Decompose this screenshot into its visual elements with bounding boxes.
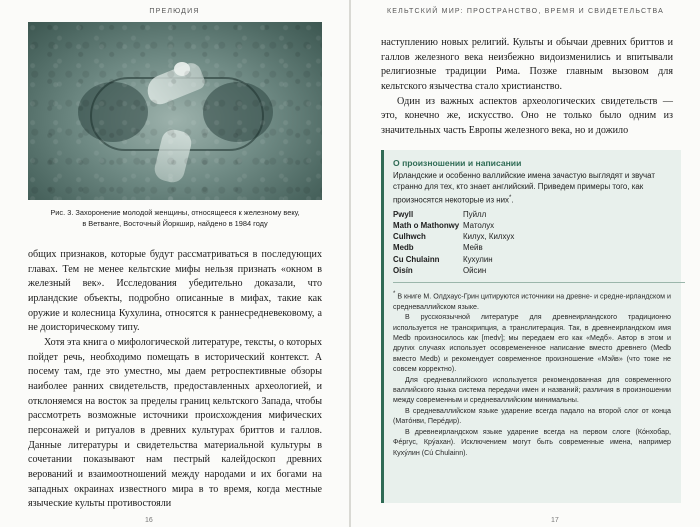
- right-paragraph-2: Один из важных аспектов археологических свидетельств — это, конечно же, искусство. Оно не только было одним из значительных часть Европы железного века, но и дожило: [381, 95, 673, 136]
- footnote-5: В древнеирландском языке ударение всегда на первом слоге (Кóнхобар, Фéргус, Крýахан). Исключением могут быть современные имена, например Кухýлин (Cú Chulainn).: [393, 427, 671, 457]
- name-translit: Ойсин: [463, 265, 487, 275]
- name-translit: Кухулин: [463, 254, 493, 264]
- name-original: Culhwch: [393, 232, 426, 242]
- left-paragraph-2: Хотя эта книга о мифологической литературе, тексты, о которых пойдет речь, необходимо помещать в исторический контекст. А посему там, где это уместно, мы даем ретроспективные обзоры наиболее ранних свидетельств, предоставленных археологией, и отклоняемся на восток за пределы границ кельтского Запада, чтобы рассмотреть возможные источники происхождения мифических персонажей и ритуалов в древних культурах бриттов и галлов. Данные литературы и свидетельства материальной культуры в сочетании показывают нам пестрый калейдоскоп древних верований и взаимоотношений между народами и их богами на западных окраинах известного мира в то время, когда местные языческие культы противостояли: [28, 336, 322, 510]
- burial-photo: [28, 22, 322, 200]
- page-number-right: 17: [551, 517, 559, 524]
- name-original: Medb: [393, 243, 414, 253]
- caption-line-2: в Ветванге, Восточный Йоркшир, найдено в 1984 году: [82, 218, 268, 228]
- sidebar-intro: Ирландские и особенно валлийские имена зачастую выглядят и звучат странно для тех, кто знает английский. Приведем примеры того, как произносятся некоторые из них*.: [393, 171, 656, 205]
- footnote-3: Для средневаллийского используется рекомендованная для современного валлийского языка система передачи имен и названий; различия в произношении между современным и средневаллийским минимальны.: [393, 375, 671, 405]
- caption-line-1: Рис. 3. Захоронение молодой женщины, относящееся к железному веку,: [50, 208, 300, 217]
- sidebar-title: О произношении и написании: [393, 158, 522, 168]
- table-row: [393, 231, 514, 242]
- sidebar-footnotes: [393, 289, 671, 458]
- right-paragraph-1: наступлению новых религий. Культы и обычаи древних бриттов и галлов железного века неизбежно видоизменились и впитывали религиозные традиции Рима. Позже главным вызовом для кельтского язычества стало христианство.: [381, 37, 673, 92]
- figure-caption: [28, 208, 322, 229]
- right-page: [351, 0, 700, 527]
- table-row: [393, 220, 514, 231]
- table-row: [393, 265, 514, 276]
- footnote-2: В русскоязычной литературе для древнеирландского традиционно используется не транскрипция, а транслитерация. Так, в древнеирландском имя Medb произносилось как [medv]; мы передаем его как «Медб». Автор в этом и других случаях использует осовремененное написание вместо древнего (Medb вместо Medb) и рекомендует современное произношение «Мэйв» (что тоже не совсем корректно).: [393, 313, 671, 374]
- left-page: [0, 0, 349, 527]
- name-original: Oisín: [393, 265, 413, 275]
- table-row: [393, 209, 514, 220]
- running-head-right: КЕЛЬТСКИЙ МИР: ПРОСТРАНСТВО, ВРЕМЯ И СВИДЕТЕЛЬСТВА: [387, 8, 664, 15]
- table-row: [393, 242, 514, 253]
- footnote-1: * В книге М. Олдхаус-Грин цитируются источники на древне- и средне-ирландском и средневаллийском языке.: [393, 291, 671, 311]
- name-original: Math o Mathonwy: [393, 221, 460, 231]
- pronunciation-table: [393, 209, 514, 276]
- pronunciation-sidebar: [381, 150, 681, 503]
- footnote-4: В средневаллийском языке ударение всегда падало на второй слог от конца (Матóнви, Перéдир).: [393, 406, 671, 426]
- name-original: Pwyll: [393, 209, 414, 219]
- left-body-text: [28, 248, 322, 512]
- right-body-text: [381, 36, 673, 139]
- table-row: [393, 254, 514, 265]
- running-head-left: ПРЕЛЮДИЯ: [149, 8, 200, 15]
- name-translit: Матолух: [463, 221, 495, 231]
- name-translit: Мейв: [463, 243, 483, 253]
- page-number-left: 16: [145, 517, 153, 524]
- name-translit: Килух, Килхух: [463, 232, 515, 242]
- footnote-separator: [393, 282, 685, 283]
- left-paragraph-1: общих признаков, которые будут рассматриваться в последующих главах. Тем не менее кельтские мифы нельзя признать «окном в железный век». Исследования убедительно доказали, что ирландские объекты, подробно описанные в мифах, такие как оружие и колесница Кухулина, относятся к раннесредневековому, а не доисторическому типу.: [28, 249, 322, 334]
- name-translit: Пуйлл: [463, 209, 487, 219]
- name-original: Cu Chulainn: [393, 254, 440, 264]
- footnote-mark: *: [508, 194, 512, 201]
